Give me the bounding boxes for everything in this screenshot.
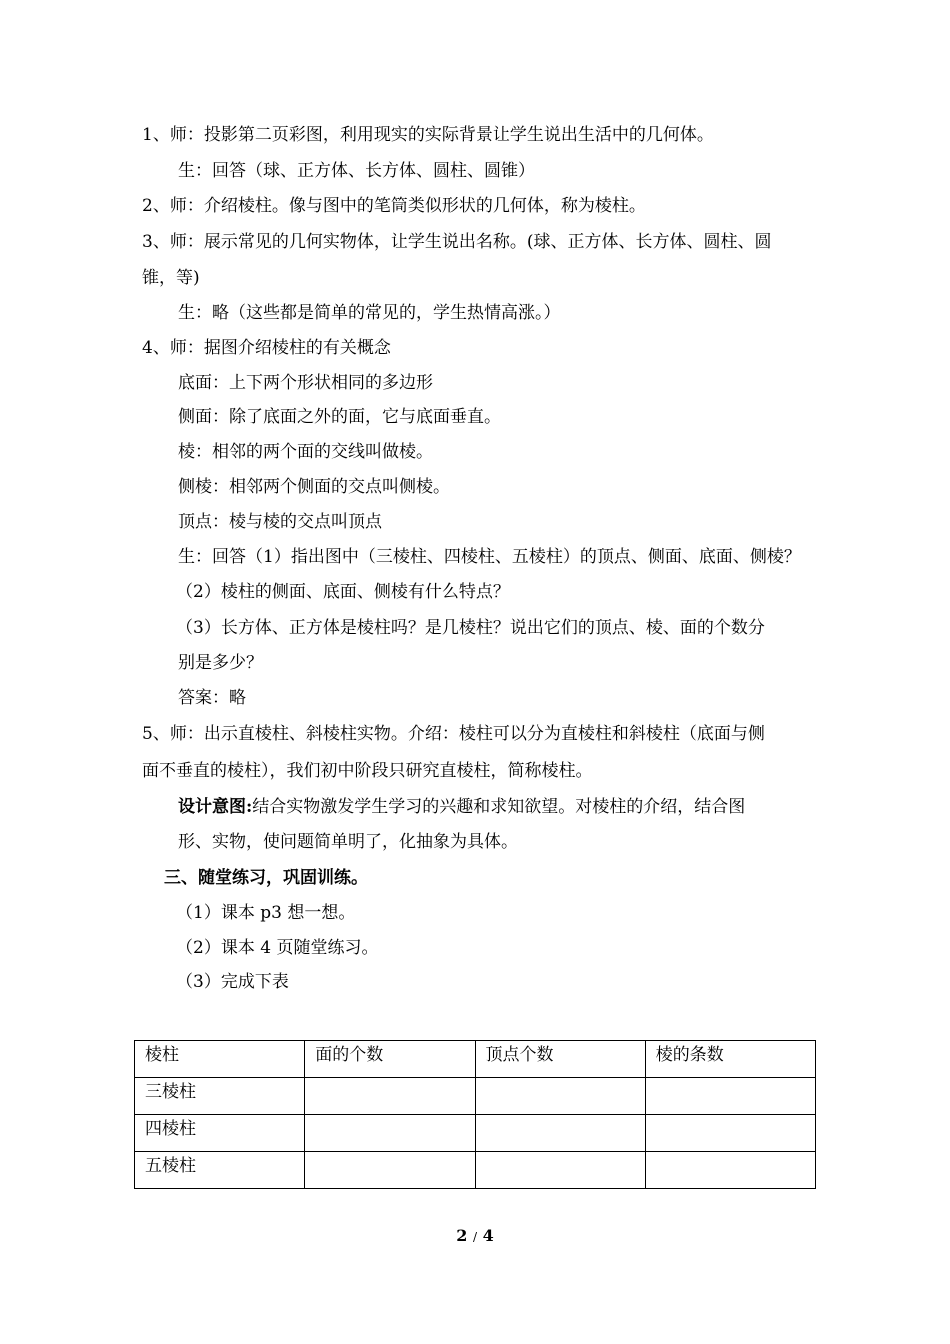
paragraph-line: 2、师：介绍棱柱。像与图中的笔筒类似形状的几何体，称为棱柱。 — [142, 196, 646, 216]
paragraph-line: 面不垂直的棱柱），我们初中阶段只研究直棱柱，简称棱柱。 — [142, 761, 593, 781]
page-separator: / — [472, 1230, 478, 1244]
paragraph-line: 答案：略 — [178, 688, 246, 708]
design-intent-text: 结合实物激发学生学习的兴趣和求知欲望。对棱柱的介绍，结合图 — [252, 797, 746, 817]
table-cell: 四棱柱 — [135, 1115, 305, 1152]
table-cell — [305, 1078, 475, 1115]
table-row — [135, 1078, 816, 1115]
table-cell — [475, 1152, 645, 1189]
design-intent-line: 形、实物，使问题简单明了，化抽象为具体。 — [178, 832, 518, 852]
table-cell — [475, 1078, 645, 1115]
paragraph-line: 4、师：据图介绍棱柱的有关概念 — [142, 338, 391, 358]
exercise-item: （2）课本 4 页随堂练习。 — [176, 938, 379, 958]
paragraph-line: 生：回答（球、正方体、长方体、圆柱、圆锥） — [178, 161, 535, 181]
prism-table — [134, 1040, 816, 1189]
paragraph-line: （2）棱柱的侧面、底面、侧棱有什么特点？ — [176, 582, 510, 602]
table-cell — [645, 1078, 815, 1115]
paragraph-line: 3、师：展示常见的几何实物体，让学生说出名称。(球、正方体、长方体、圆柱、圆 — [142, 232, 772, 252]
paragraph-line: 侧面：除了底面之外的面，它与底面垂直。 — [178, 407, 501, 427]
table-cell: 五棱柱 — [135, 1152, 305, 1189]
table-header-row — [135, 1041, 816, 1078]
table-header-cell: 顶点个数 — [475, 1041, 645, 1078]
section-title: 三、随堂练习，巩固训练。 — [164, 868, 368, 888]
table-cell — [305, 1115, 475, 1152]
table-cell — [305, 1152, 475, 1189]
design-intent-label: 设计意图: — [178, 797, 253, 817]
table-row — [135, 1152, 816, 1189]
table-row — [135, 1115, 816, 1152]
table-header-cell: 棱柱 — [135, 1041, 305, 1078]
exercise-item: （3）完成下表 — [176, 972, 289, 992]
table-header-cell: 面的个数 — [305, 1041, 475, 1078]
paragraph-line: 底面：上下两个形状相同的多边形 — [178, 373, 433, 393]
paragraph-line: 生：略（这些都是简单的常见的，学生热情高涨。） — [178, 303, 561, 323]
table-cell — [645, 1152, 815, 1189]
page-current: 2 — [456, 1226, 468, 1245]
paragraph-line: 1、师：投影第二页彩图，利用现实的实际背景让学生说出生活中的几何体。 — [142, 125, 714, 145]
paragraph-line: 顶点：棱与棱的交点叫顶点 — [178, 512, 382, 532]
table-cell — [645, 1115, 815, 1152]
paragraph-line: 侧棱：相邻两个侧面的交点叫侧棱。 — [178, 477, 450, 497]
paragraph-line: 5、师：出示直棱柱、斜棱柱实物。介绍：棱柱可以分为直棱柱和斜棱柱（底面与侧 — [142, 724, 765, 744]
page-total: 4 — [482, 1226, 494, 1245]
paragraph-line: 别是多少？ — [178, 653, 263, 673]
exercise-item: （1）课本 p3 想一想。 — [176, 903, 356, 923]
table-header-cell: 棱的条数 — [645, 1041, 815, 1078]
paragraph-line: 棱：相邻的两个面的交线叫做棱。 — [178, 442, 433, 462]
page-number — [0, 1226, 950, 1245]
table-cell: 三棱柱 — [135, 1078, 305, 1115]
paragraph-line: 生：回答（1）指出图中（三棱柱、四棱柱、五棱柱）的顶点、侧面、底面、侧棱？ — [178, 547, 801, 567]
paragraph-line: 锥，等) — [142, 268, 200, 288]
design-intent-line — [178, 795, 745, 819]
table-cell — [475, 1115, 645, 1152]
paragraph-line: （3）长方体、正方体是棱柱吗？是几棱柱？说出它们的顶点、棱、面的个数分 — [176, 618, 765, 638]
